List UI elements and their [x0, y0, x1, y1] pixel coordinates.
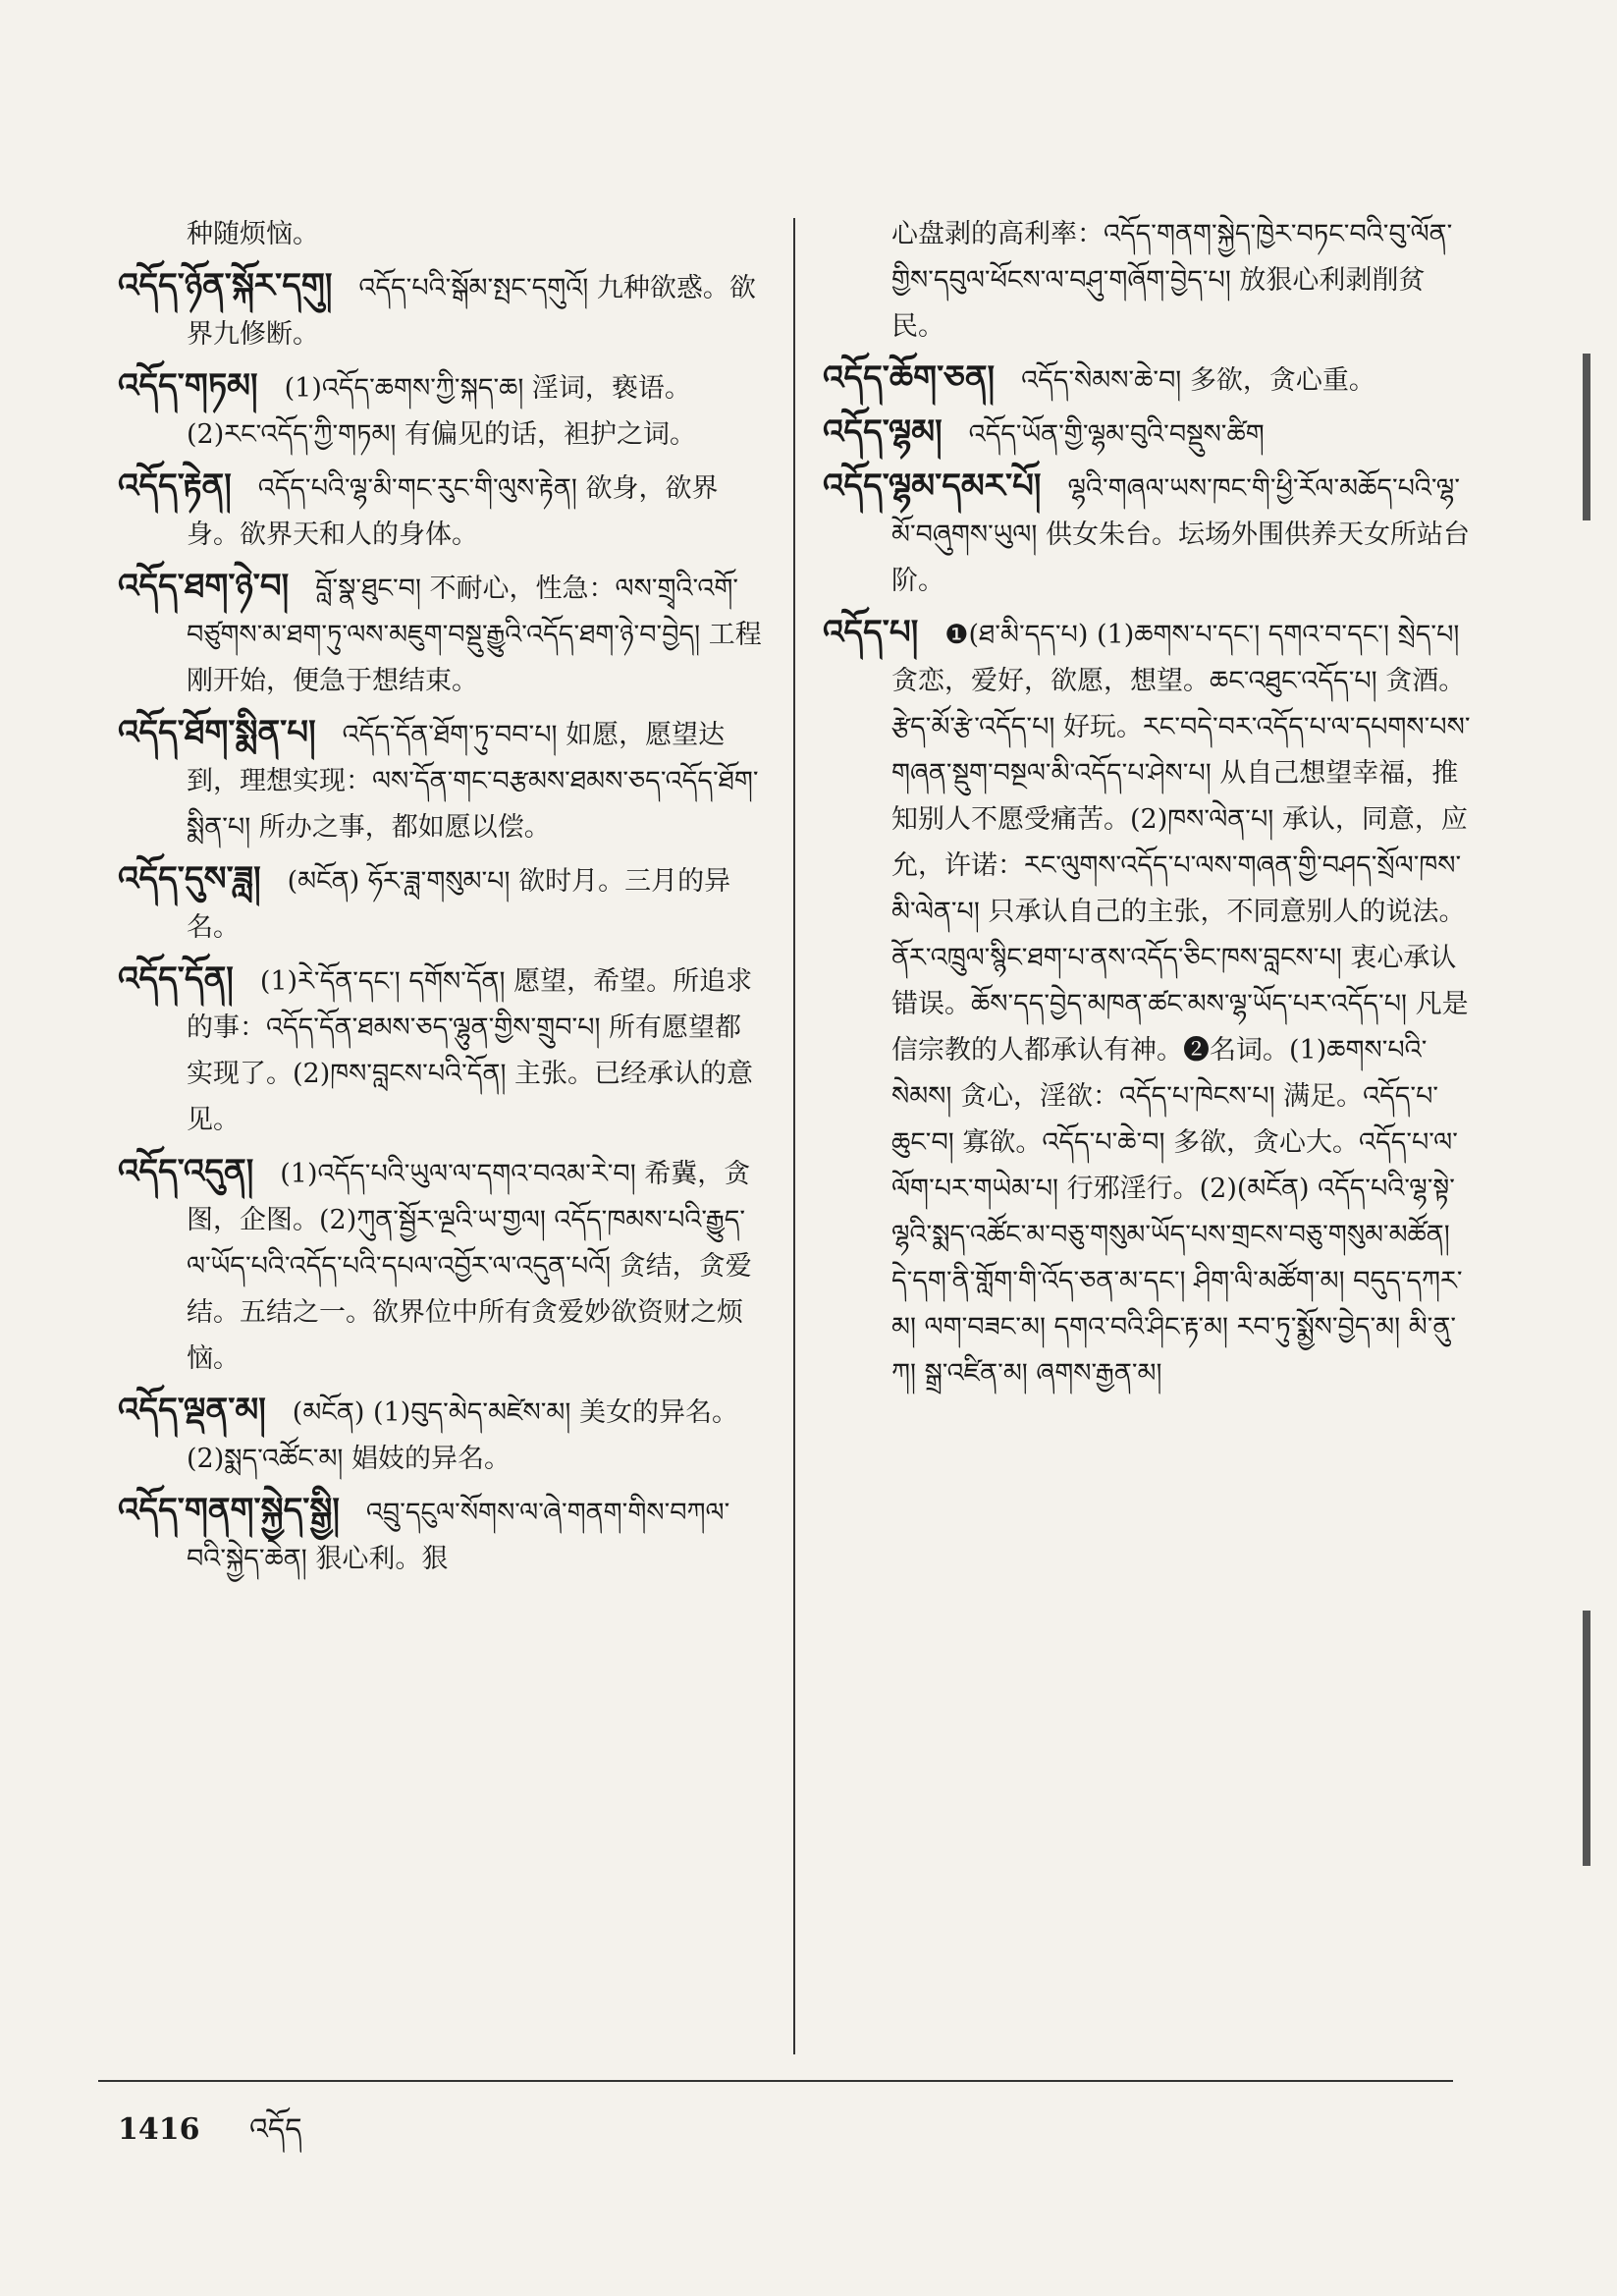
entry-definition: (1)འདོད་ཆགས་ཀྱི་སྐད་ཆ། 淫词，亵语。(2)རང་འདོད་ཀྱི་གཏམ། 有偏见的话，袒护之词。	[187, 373, 697, 450]
entry-headword: འདོད་ལྷམ།	[823, 412, 943, 452]
entry-headword: འདོད་ཐག་ཉེ་བ།	[118, 567, 290, 606]
entry-definition: བློ་སྣ་ཐུང་བ། 不耐心，性急：ལས་གྲྭའི་འགོ་བཙུགས་མ་ཐག་ཏུ་ལས་མཇུག་བསྡུ་རྒྱུའི་འདོད་ཐག་ཉེ་བ་བྱེད། 工程刚开始，便急于想结束。	[187, 574, 762, 696]
dictionary-entry	[118, 263, 766, 357]
entry-headword: འདོད་རྟེན།	[118, 466, 232, 506]
page-number: 1416	[118, 2112, 200, 2147]
entry-headword: འདོད་ཉོན་སྐོར་དགུ།	[118, 266, 333, 305]
entry-headword: འདོད་གཏམ།	[118, 366, 258, 406]
right-entries	[823, 355, 1471, 1396]
left-intro: 种随烦恼。	[187, 219, 319, 249]
entry-definition: འདོད་པའི་སྒོམ་སྤང་དགུའོ། 九种欲惑。欲界九修断。	[187, 273, 756, 350]
entry-headword: འདོད་དུས་ཟླ།	[118, 859, 261, 899]
left-column	[118, 211, 766, 1588]
page-footer	[118, 2097, 302, 2179]
scan-edge-mark	[1583, 1611, 1590, 1866]
entry-definition: འདོད་ཡོན་གྱི་ལྷམ་བུའི་བསྡུས་ཚིག	[968, 419, 1265, 450]
entry-headword: འདོད་འདུན།	[118, 1152, 254, 1191]
entry-definition: འབྲུ་དངུལ་སོགས་ལ་ཞེ་གནག་གིས་བཀལ་བའི་སྐྱེད་ཆེན། 狠心利。狠	[187, 1498, 730, 1574]
dictionary-entry	[118, 1149, 766, 1382]
entry-definition: (1)རེ་དོན་དང་། དགོས་དོན། 愿望，希望。所追求的事：འདོད་དོན་ཐམས་ཅད་ལྷུན་གྱིས་གྲུབ་པ། 所有愿望都实现了。(2)ཁས་བླངས་པའི་དོན། 主张。已经承认的意见。	[187, 966, 754, 1135]
dictionary-entry	[118, 464, 766, 558]
entry-definition: (1)འདོད་པའི་ཡུལ་ལ་དགའ་བའམ་རེ་བ། 希冀，贪图，企图。(2)ཀུན་སྦྱོར་ལྔའི་ཡ་གྱལ། འདོད་ཁམས་པའི་རྒྱུད་ལ་ཡོད་པའི་འདོད་པའི་དཔལ་འབྱོར་ལ་འདུན་པའོ། 贪结，贪爱结。五结之一。欲界位中所有贪爱妙欲资财之烦恼。	[187, 1159, 752, 1374]
dictionary-entry	[118, 957, 766, 1143]
entry-definition: ❶(ཐ་མི་དད་པ) (1)ཆགས་པ་དང་། དགའ་བ་དང་། སྲེད་པ། 贪恋，爱好，欲愿，想望。ཆང་འཐུང་འདོད་པ། 贪酒。རྩེད་མོ་རྩེ་འདོད་པ། 好玩。རང་བདེ་བར་འདོད་པ་ལ་དཔགས་པས་གཞན་སྡུག་བསྔལ་མི་འདོད་པ་ཤེས་པ། 从自己想望幸福，推知别人不愿受痛苦。(2)ཁས་ལེན་པ། 承认，同意，应允，许诺：རང་ལུགས་འདོད་པ་ལས་གཞན་གྱི་བཤད་སྲོལ་ཁས་མི་ལེན་པ། 只承认自己的主张，不同意别人的说法。ནོར་འཁྲུལ་སྙིང་ཐག་པ་ནས་འདོད་ཅིང་ཁས་བླངས་པ། 衷心承认错误。ཆོས་དད་བྱེད་མཁན་ཚང་མས་ལྷ་ཡོད་པར་འདོད་པ། 凡是信宗教的人都承认有神。❷名词。(1)ཆགས་པའི་སེམས། 贪心，淫欲：འདོད་པ་ཁེངས་པ། 满足。འདོད་པ་ཆུང་བ། 寡欲。འདོད་པ་ཆེ་བ། 多欲，贪心大。འདོད་པ་ལ་ལོག་པར་གཡེམ་པ། 行邪淫行。(2)(མངོན) འདོད་པའི་ལྷ་སྟེ་ལྷའི་སྨད་འཚོང་མ་བཅུ་གསུམ་ཡོད་པས་གྲངས་བཅུ་གསུམ་མཚོན། དེ་དག་ནི་གློག་གི་འོད་ཅན་མ་དང་། ཤིག་ལི་མཚོག་མ། བདུད་དཀར་མ། ལག་བཟང་མ། དགའ་བའི་ཤིང་རྟ་མ། རབ་ཏུ་སྨྱོས་བྱེད་མ། མི་ནུ་ཀ། སྒྲ་འཛིན་མ། ཞགས་རྒྱན་མ།	[891, 620, 1471, 1389]
dictionary-entry	[118, 564, 766, 704]
dictionary-entry	[823, 410, 1471, 458]
entry-headword: འདོད་པ།	[823, 613, 919, 652]
entry-definition: (མངོན) ཧོར་ཟླ་གསུམ་པ། 欲时月。三月的异名。	[187, 866, 731, 943]
entry-headword: འདོད་ལྡན་མ།	[118, 1391, 266, 1430]
dictionary-entry	[118, 1388, 766, 1482]
dictionary-entry	[118, 856, 766, 951]
dictionary-entry	[823, 464, 1471, 604]
entry-definition: (མངོན) (1)བུད་མེད་མཛེས་མ། 美女的异名。(2)སྨད་འཚོང་མ། 娼妓的异名。	[187, 1397, 738, 1474]
entry-headword: འདོད་ཆོག་ཅན།	[823, 358, 996, 398]
column-divider	[793, 218, 795, 2054]
dictionary-entry	[118, 363, 766, 458]
entry-definition: ལྷའི་གཞལ་ཡས་ཁང་གི་ཕྱི་རོལ་མཆོད་པའི་ལྷ་མོ་བཞུགས་ཡུལ། 供女朱台。坛场外围供养天女所站台阶。	[891, 473, 1470, 596]
dictionary-entry	[823, 355, 1471, 404]
entry-definition: འདོད་པའི་ལྷ་མི་གང་རུང་གི་ལུས་རྟེན། 欲身，欲界身。欲界天和人的身体。	[187, 473, 719, 550]
footer-rule	[98, 2080, 1453, 2082]
dictionary-entry	[118, 710, 766, 850]
entry-definition: འདོད་སེམས་ཆེ་བ། 多欲，贪心重。	[1021, 365, 1375, 396]
entry-definition: འདོད་དོན་ཐོག་ཏུ་བབ་པ། 如愿，愿望达到，理想实现：ལས་དོན་གང་བརྩམས་ཐམས་ཅད་འདོད་ཐོག་སྨིན་པ། 所办之事，都如愿以偿。	[187, 720, 759, 843]
left-entries	[118, 263, 766, 1582]
running-head: འདོད	[248, 2112, 302, 2147]
scan-edge-mark	[1583, 354, 1590, 520]
dictionary-entry	[118, 1488, 766, 1582]
entry-headword: འདོད་དོན།	[118, 959, 234, 999]
entry-headword: འདོད་ཐོག་སྨིན་པ།	[118, 713, 316, 752]
entry-headword: འདོད་ལྷམ་དམར་པོ།	[823, 466, 1042, 506]
dictionary-entry	[823, 610, 1471, 1396]
entry-headword: འདོད་གནག་སྐྱེད་སྒྱི།	[118, 1491, 340, 1530]
right-intro: 心盘剥的高利率：འདོད་གནག་སྐྱེད་ཁྱེར་བཏང་བའི་བུ་ལོན་གྱིས་དབུལ་ཕོངས་ལ་བཤུ་གཞོག་བྱེད་པ། 放狠心利剥削贫民。	[891, 219, 1453, 342]
right-column	[823, 211, 1471, 1402]
